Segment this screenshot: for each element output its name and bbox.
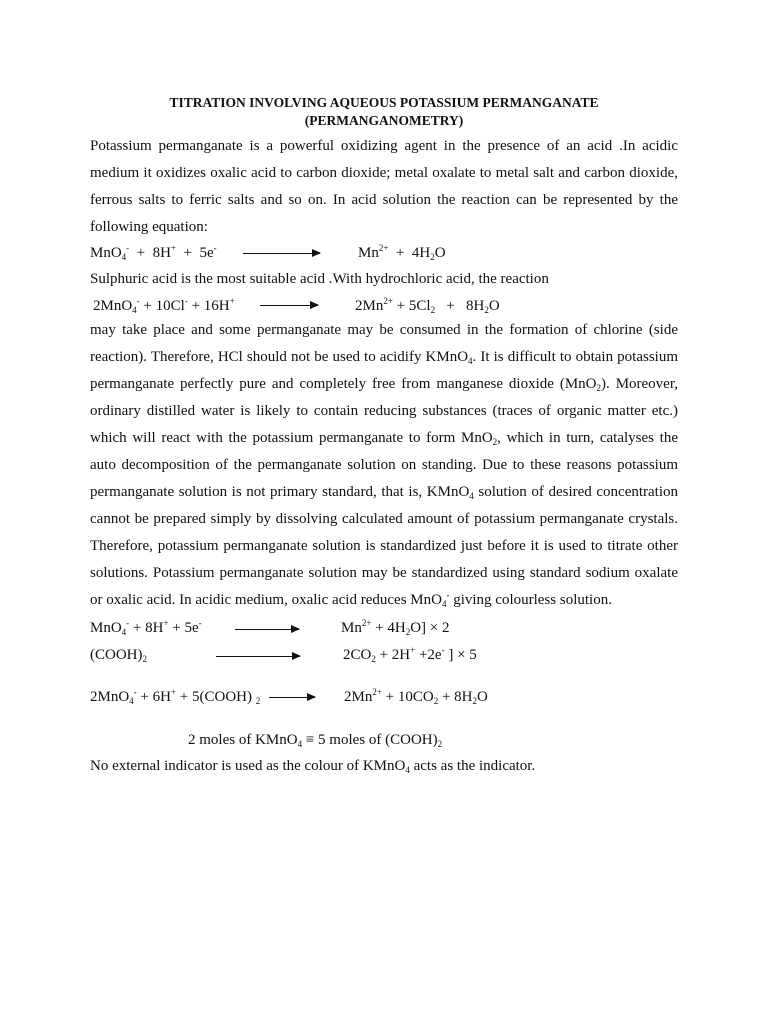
equation-5-rhs: $2Mn^{2+} + 10CO_2 + 8H_2O$ [344,687,488,706]
reaction-arrow [235,629,299,630]
equation-4-rhs: $2CO_2 + 2H^+ +2e^-$ ] × 5 [343,645,477,664]
title-line-2: (PERMANGANOMETRY) [304,113,464,128]
body-line: permanganate perfectly pure and completely free from manganese dioxide (MnO$_2$). Moreover, [90,376,678,393]
sulphuric-line: Sulphuric acid is the most suitable acid .With hydrochloric acid, the reaction [90,271,549,287]
reaction-arrow [216,656,300,657]
equation-2-lhs: 2MnO$_4$- + 10Cl- + 16H+ [93,296,235,315]
intro-line: ferrous salts to ferric salts and so on. In acid solution the reaction can be represented by the [90,192,678,208]
body-line: cannot be prepared simply by dissolving calculated amount of potassium permanganate crystals. [90,511,678,527]
body-line: reaction). Therefore, HCl should not be used to acidify KMnO$_4$. It is difficult to obtain potassium [90,349,679,366]
intro-line: Potassium permanganate is a powerful oxidizing agent in the presence of an acid .In acidic [90,138,678,154]
body-line: may take place and some permanganate may be consumed in the formation of chlorine (side [90,322,678,338]
reaction-arrow [269,697,315,698]
body-line: auto decomposition of the permanganate solution on standing. Due to these reasons potassium [90,457,678,473]
equation-3-rhs: $Mn^{2+} + 4H_2O] \times 2$ [341,618,450,637]
indicator-line: No external indicator is used as the colour of KMnO$_4$ acts as the indicator. [90,758,536,775]
intro-line: following equation: [90,219,208,235]
equation-5-lhs: 2MnO$_4$- + 6H+ + 5(COOH) $_2$ [90,687,261,706]
title-line-1: TITRATION INVOLVING AQUEOUS POTASSIUM PERMANGANATE [169,95,599,110]
body-line: Therefore, potassium permanganate solution is standardized just before it is used to titrate other [90,538,678,554]
equation-1-lhs: MnO$_4$- + 8H+ + 5e- [90,243,217,262]
body-line: solutions. Potassium permanganate solution may be standardized using standard sodium oxalate [90,565,678,581]
intro-paragraph [90,133,678,241]
body-line: which will react with the potassium permanganate to form MnO$_2$, which in turn, catalyses the [90,430,678,447]
intro-line: medium it oxidizes oxalic acid to carbon dioxide; metal oxalate to metal salt and carbon dioxide, [90,165,678,181]
equation-3-lhs: MnO$_4$- + 8H+ + 5e- [90,618,202,637]
reaction-arrow [260,305,318,306]
body-line: ordinary distilled water is likely to contain reducing substances (traces of organic matter etc.) [90,403,678,419]
document-title [90,94,678,130]
reaction-arrow [243,253,320,254]
equation-1-rhs: $Mn^{2+} + 4H_2O$ [358,243,446,262]
equation-2-rhs: $2Mn^{2+} + 5Cl_2 + 8H_2O$ [355,296,500,315]
mole-relation: 2 moles of KMnO$_4$ ≡ 5 moles of $(COOH)_2$ [188,732,443,749]
equation-4-lhs: $(COOH)_2$ [90,647,147,664]
body-paragraph [90,317,678,614]
body-line: or oxalic acid. In acidic medium, oxalic acid reduces MnO$_4$- giving colourless solution. [90,590,612,609]
body-line: permanganate solution is not primary standard, that is, KMnO$_4$ solution of desired concentration [90,484,679,501]
